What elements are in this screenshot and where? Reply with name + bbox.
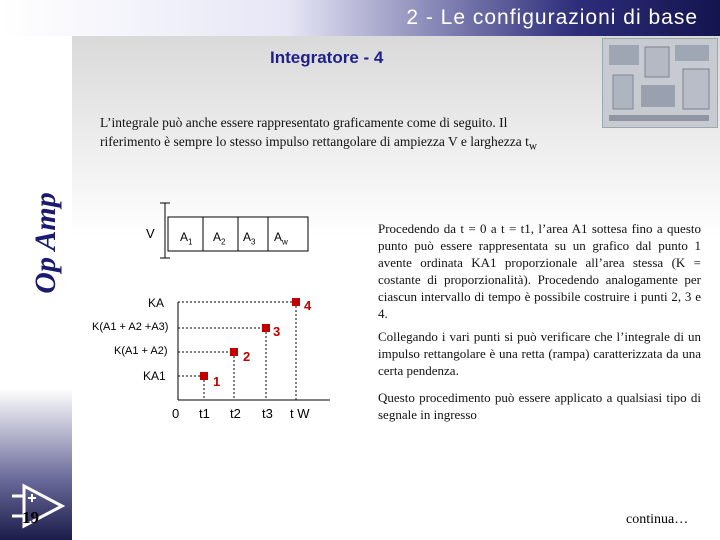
page-number: 19	[22, 508, 39, 527]
x-label-t1: t1	[199, 406, 210, 421]
pulse-amplitude-label: V	[146, 226, 155, 241]
point-label-1: 1	[213, 374, 221, 389]
y-label-k-a1a2a3: K(A1 + A2 +A3)	[92, 321, 169, 333]
point-4	[292, 298, 300, 306]
x-label-0: 0	[172, 406, 180, 421]
point-1	[200, 372, 208, 380]
paragraph-procedure: Procedendo da t = 0 a t = t1, l’area A1 sottesa fino a questo punto può essere rappresentata su un grafico dal punto 1 avente ordinata KA1 proporzionale all’area stessa (K = costante di proporzionalità). Procedendo analogamente per ciascun intervallo di tempo è possibile costruire i punti 2, 3 e 4.	[378, 221, 701, 321]
slide-subtitle: Integratore - 4	[270, 48, 384, 67]
point-label-2: 2	[243, 349, 251, 364]
intro-line-2-sub: w	[528, 140, 537, 153]
y-label-ka: KA	[148, 296, 165, 310]
area-label-1: $A_1$	[180, 230, 193, 247]
x-label-t2: t2	[230, 406, 241, 421]
point-3	[262, 324, 270, 332]
x-label-tw: t W	[290, 406, 310, 421]
page-title: 2 - Le configurazioni di base	[406, 6, 698, 29]
intro-line-1: L’integrale può anche essere rappresentato graficamente come di seguito. Il	[100, 115, 508, 130]
y-label-k-a1a2: K(A1 + A2)	[114, 345, 168, 357]
x-label-t3: t3	[262, 406, 273, 421]
paragraph-applicability: Questo procedimento può essere applicato a qualsiasi tipo di segnale in ingresso	[378, 390, 701, 422]
area-label-2: $A_2$	[213, 230, 226, 247]
intro-line-2: riferimento è sempre lo stesso impulso rettangolare di ampiezza V e larghezza t	[100, 134, 529, 149]
sidebar-label: Op Amp	[29, 192, 62, 294]
area-label-w: $A_w$	[274, 230, 288, 247]
point-label-3: 3	[273, 324, 281, 339]
point-2	[230, 348, 238, 356]
area-label-3: $A_3$	[243, 230, 256, 247]
y-label-ka1: KA1	[143, 369, 166, 383]
continue-link[interactable]: continua…	[626, 512, 689, 527]
paragraph-ramp: Collegando i vari punti si può verificare che l’integrale di un impulso rettangolare è una retta (rampa) caratterizzata da una certa pendenza.	[378, 329, 701, 378]
point-label-4: 4	[304, 298, 312, 313]
